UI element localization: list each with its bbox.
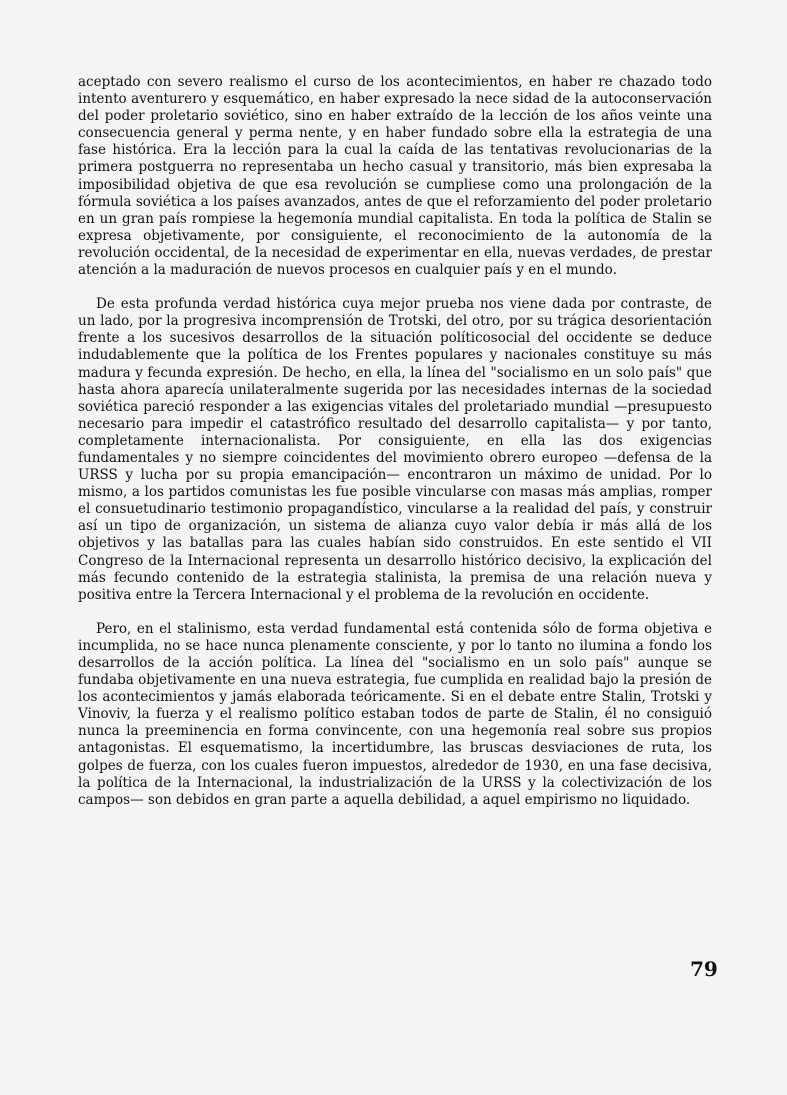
paragraph-3: Pero, en el stalinismo, esta verdad fundamental está contenida sólo de forma objetiva e incumplida, no se hace nunca plenamente consciente, y por lo tanto no ilumina a fondo los desarrollos de la acción política. La línea del "socialismo en un solo país" aunque se fundaba objetivamente en una nueva estrategia, fue cumplida en realidad bajo la presión de los acontecimientos y jamás elaborada teóricamente. Si en el debate entre Stalin, Trotski y Vinoviv, la fuerza y el realismo político estaban todos de parte de Stalin, él no consiguió nunca la preeminencia en forma convincente, con una hegemonía real sobre sus propios antagonistas. El esquematismo, la incertidumbre, las bruscas desviaciones de ruta, los golpes de fuerza, con los cuales fueron impuestos, alrededor de 1930, en una fase decisiva, la política de la Internacional, la industrialización de la URSS y la colectivización de los campos— son debidos en gran parte a aquella debilidad, a aquel empirismo no liquidado.: [78, 620, 712, 808]
page-body: [78, 74, 712, 809]
paragraph-2: De esta profunda verdad histórica cuya mejor prueba nos viene dada por contraste, de un lado, por la progresiva incomprensión de Trotski, del otro, por su trágica desorientación frente a los sucesivos desarrollos de la situación políticosocial del occidente se deduce indudablemente que la política de los Frentes populares y nacionales constituye su más madura y fecunda expresión. De hecho, en ella, la línea del "socialismo en un solo país" que hasta ahora aparecía unilateralmente sugerida por las necesidades internas de la sociedad soviética pareció responder a las exigencias vitales del proletariado mundial —presupuesto necesario para impedir el catastrófico resultado del desarrollo capitalista— y por tanto, completamente internacionalista. Por consiguiente, en ella las dos exigencias fundamentales y no siempre coincidentes del movimiento obrero europeo —defensa de la URSS y lucha por su propia emancipación— encontraron un máximo de unidad. Por lo mismo, a los partidos comunistas les fue posible vincularse con masas más amplias, romper el consuetudinario testimonio propagandístico, vincularse a la realidad del país, y construir así un tipo de organización, un sistema de alianza cuyo valor debía ir más allá de los objetivos y las batallas para las cuales habían sido construidos. En este sentido el VII Congreso de la Internacional representa un desarrollo histórico decisivo, la explicación del más fecundo contenido de la estrategia stalinista, la premisa de una relación nueva y positiva entre la Tercera Internacional y el problema de la revolución en occidente.: [78, 296, 712, 603]
page-number: 79: [690, 957, 718, 981]
paragraph-1: aceptado con severo realismo el curso de los acontecimientos, en haber re chazado todo intento aventurero y esquemático, en haber expresado la nece sidad de la autoconservación del poder proletario soviético, sino en haber extraído de la lección de los años veinte una consecuencia general y perma nente, y en haber fundado sobre ella la estrategia de una fase histórica. Era la lección para la cual la caída de las tentativas revolucionarias de la primera postguerra no representaba un hecho casual y transitorio, más bien expresaba la imposibilidad objetiva de que esa revolución se cumpliese como una prolongación de la fórmula soviética a los países avanzados, antes de que el reforzamiento del poder proletario en un gran país rompiese la hegemonía mundial capitalista. En toda la política de Stalin se expresa objetivamente, por consiguiente, el reconocimiento de la autonomía de la revolución occidental, de la necesidad de experimentar en ella, nuevas verdades, de prestar atención a la maduración de nuevos procesos en cualquier país y en el mundo.: [78, 74, 712, 279]
